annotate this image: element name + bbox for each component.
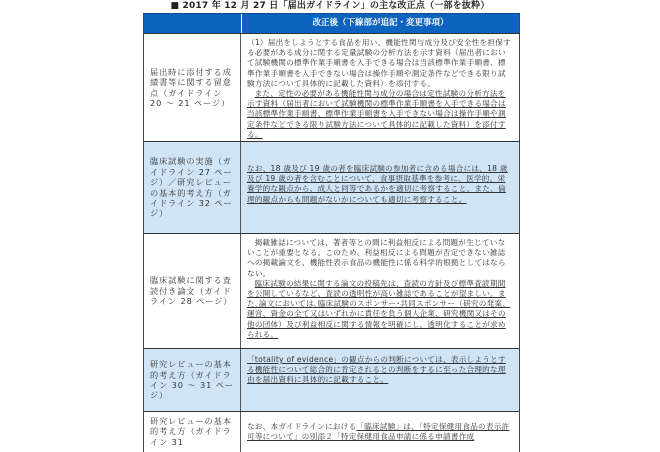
row-topic-text: 臨床試験に関する査読付き論文（ガイドライン 28 ページ） [150,275,233,307]
row-content [241,349,519,411]
row-topic [144,142,241,233]
paragraph [247,355,513,386]
table-row [144,141,519,233]
paragraph [247,89,513,140]
underlined-text: 「臨床試験」は、「特定保健用食品の表示許可等について」の別添２「特定保健用食品申請に係る申請書作成 [247,422,510,442]
row-topic-text: 届出時に添付する成績書等に関する留意点（ガイドライン 20 〜 21 ページ） [150,66,232,108]
page-title: ■ 2017 年 12 月 27 日「届出ガイドライン」の主な改正点（一部を抜粋） [170,1,490,11]
row-content [241,412,519,452]
plain-text: 掲載雑誌については、著者等との間に利益相反による問題が生じていないことが重要となる。このため、利益相反による問題が否定できない雑誌への掲載論文を、機能性表示食品の機能性に係る科学的根拠としてはならない。 [247,238,506,278]
header-right-cell: 改正後（下線部が追記・変更事項） [312,18,449,28]
row-topic-text: 研究レビューの基本的考え方（ガイドライン 31 [150,416,232,447]
paragraph [247,422,513,442]
row-content [241,34,519,141]
row-topic [144,234,241,348]
plain-text: （1）届出をしようとする食品を用い、機能性関与成分及び安全性を担保する必要がある成分に関する定量試験の分析方法を示す資料（届出者において試験機関の標準作業手順書を入手できる場合は当該標準作業手順書、標準作業手順書を入手できない場合は操作手順や測定条件などできる限り試験方法について具体的に記載した資料）を添付する。 [247,38,511,88]
row-topic-text: 臨床試験の実施（ガイドライン 27 ページ）／研究レビューの基本的考え方（ガイドライン 32 ページ） [150,156,233,219]
paragraph [247,164,513,205]
paragraph [247,238,513,279]
table-row [144,33,519,141]
underlined-text: 「totality of evidence」の観点からの判断については、表示しようとする機能性について総合的に肯定されるとの判断をするに至った合理的な理由を届出資料に具体的に記載すること。 [247,355,506,385]
row-topic [144,34,241,141]
row-content [241,142,519,233]
paragraph [247,38,513,89]
table-row [144,233,519,348]
row-content [241,234,519,348]
underlined-text: 臨床試験の結果に関する論文の投稿先は、査読の方針及び標準査読期間を公開しているなど、査読の透明性が高い雑誌であることが望ましい。また､論文においては､臨床試験のスポンサー･共同スポンサー（研究の発案、運営、資金の全て又はいずれかに責任を負う個人企業、研究機関又はその他の団体）及び利益相反に関する情報を明確にし、透明化することが求められる。 [247,278,511,339]
row-topic-text: 研究レビューの基本的考え方（ガイドライン 30 〜 31 ページ） [150,359,234,401]
underlined-text: また、定性の必要がある機能性関与成分の場合は定性試験の分析方法を示す資料（届出者において試験機関の標準作業手順書を入手できる場合は当該標準作業手順書、標準作業手順書を入手できない場合は操作手順や測定条件などできる限り試験方法について具体的に記載した資料）を添付する。 [247,89,506,139]
underlined-text: なお、18 歳及び 19 歳の者を臨床試験の参加者に含める場合には、18 歳及び 19 歳の者を含むことについて、食事摂取基準を参考に、医学的、栄養学的な観点から、成人と同等であるかを適切に考察すること。また、倫理的観点からも問題がないかについても適切に考察すること。 [247,164,508,204]
table-row [144,411,519,452]
header-left-cell [144,14,242,33]
row-topic [144,349,241,411]
table-row [144,348,519,411]
paragraph [247,279,513,340]
plain-text: なお、本ガイドラインにおける [247,422,357,431]
revision-table [143,13,520,452]
table-header [144,13,519,33]
row-topic [144,412,241,452]
